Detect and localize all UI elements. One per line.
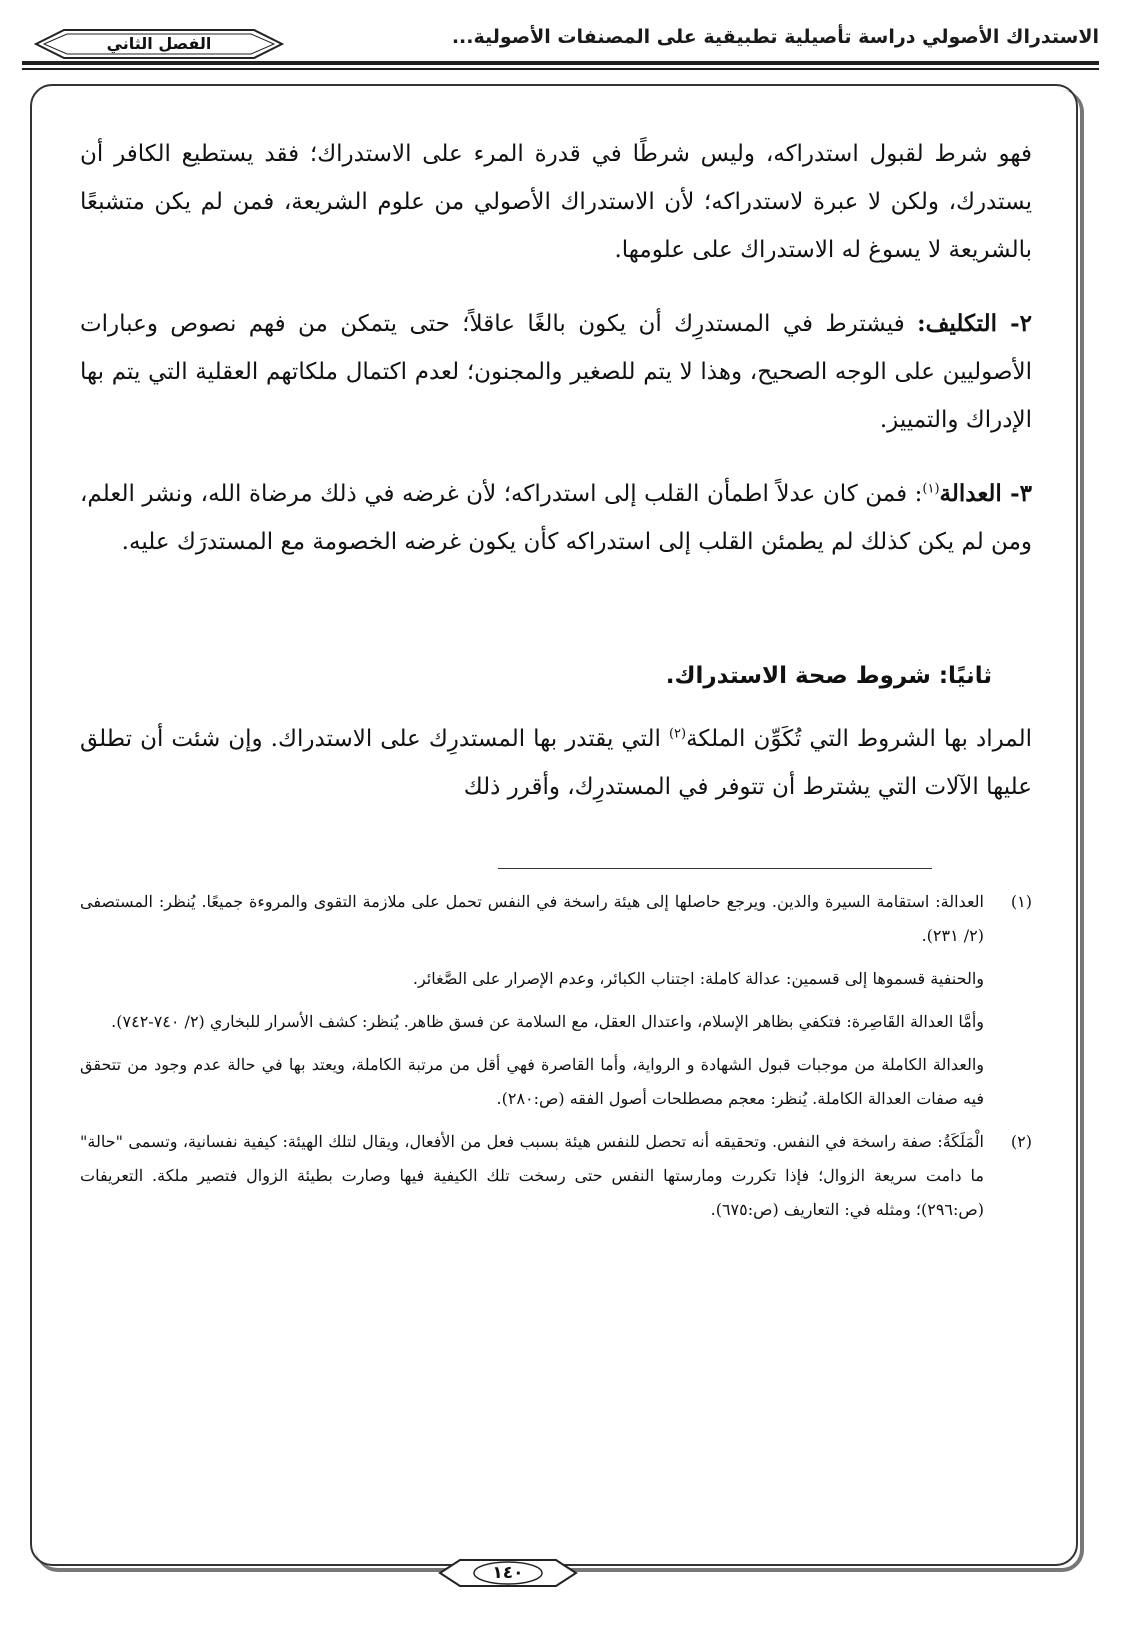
- header-rule-thin: [22, 68, 1099, 70]
- footnote-1-para-4: والعدالة الكاملة من موجبات قبول الشهادة و الرواية، وأما القاصرة فهي أقل من مرتبة الكاملة، ويعتد بها في حالة عدم وجود من تتحقق فيه صفات العدالة الكاملة. يُنظر: معجم مصطلحات أصول الفقه (ص:٢٨٠).: [80, 1055, 984, 1108]
- adala-text: : فمن كان عدلاً اطمأن القلب إلى استدراكه؛ لأن غرضه في ذلك مرضاة الله، ونشر العلم، ومن لم يكن كذلك لم يطمئن القلب إلى استدراكه كأن يكون غرضه الخصومة مع المستدرَك عليه.: [80, 481, 1032, 555]
- footnote-2-text: الْمَلَكَةُ: صفة راسخة في النفس. وتحقيقه أنه تحصل للنفس هيئة بسبب فعل من الأفعال، ويقال لتلك الهيئة: كيفية نفسانية، وتسمى "حالة" ما دامت سريعة الزوال؛ فإذا تكررت ومارستها النفس حتى رسخت تلك الكيفية فيها وصارت بطيئة الزوال فتصير ملكة. التعريفات (ص:٢٩٦)؛ ومثله في: التعاريف (ص:٦٧٥).: [80, 1132, 984, 1219]
- paragraph-1-text: فهو شرط لقبول استدراكه، وليس شرطًا في قدرة المرء على الاستدراك؛ فقد يستطيع الكافر أن يستدرك، ولكن لا عبرة لاستدراكه؛ لأن الاستدراك الأصولي من علوم الشريعة، فمن لم يكن متشبعًا بالشريعة لا يسوغ له الاستدراك على علومها.: [80, 141, 1032, 263]
- paragraph-adala: [80, 470, 1032, 566]
- footnote-1-number: (١): [1010, 892, 1032, 911]
- footnote-separator: [498, 868, 932, 869]
- footnote-1: [80, 885, 1032, 953]
- page-number: ١٤٠: [492, 1563, 524, 1583]
- paragraph-taklif: [80, 300, 1032, 444]
- page-number-badge: [438, 1556, 578, 1590]
- footnote-2-number: (٢): [1010, 1132, 1032, 1151]
- paragraph-4: [80, 715, 1032, 811]
- chapter-label: الفصل الثاني: [106, 34, 212, 53]
- taklif-label: ٢- التكليف:: [917, 310, 1032, 337]
- footnote-1-text: العدالة: استقامة السيرة والدين. ويرجع حاصلها إلى هيئة راسخة في النفس تحمل على ملازمة التقوى والمروءة جميعًا. يُنظر: المستصفى (٢/ ٢٣١).: [80, 892, 984, 945]
- paragraph-4-before: المراد بها الشروط التي تُكَوِّن الملكة: [686, 726, 1033, 752]
- running-header-title: الاستدراك الأصولي دراسة تأصيلية تطبيقية على المصنفات الأصولية...: [451, 26, 1099, 48]
- paragraph-4-after: التي يقتدر بها المستدرِك على الاستدراك. وإن شئت أن تطلق عليها الآلات التي يشترط أن تتوفر في المستدرِك، وأقرر ذلك: [80, 726, 1032, 800]
- adala-label: ٣- العدالة: [939, 480, 1032, 507]
- footnotes: [80, 885, 1032, 1236]
- footnote-1-para-3: وأمَّا العدالة القَاصِرة: فتكفي بظاهر الإسلام، واعتدال العقل، مع السلامة عن فسق ظاهر. يُنظر: كشف الأسرار للبخاري (٢/ ٧٤٠-٧٤٢).: [111, 1012, 984, 1031]
- paragraph-1: [80, 130, 1032, 274]
- footnote-ref-1[interactable]: (١): [922, 481, 940, 497]
- footnote-ref-2[interactable]: (٢): [668, 726, 687, 742]
- footnote-2: [80, 1125, 1032, 1227]
- footnote-1-para-2: والحنفية قسموها إلى قسمين: عدالة كاملة: اجتناب الكبائر، وعدم الإصرار على الصَّغائر.: [412, 969, 984, 988]
- chapter-tab: [34, 28, 284, 60]
- taklif-text: فيشترط في المستدرِك أن يكون بالغًا عاقلاً؛ حتى يتمكن من فهم نصوص وعبارات الأصوليين على الوجه الصحيح، وهذا لا يتم للصغير والمجنون؛ لعدم اكتمال ملكاتهم العقلية التي يتم بها الإدراك والتمييز.: [80, 311, 1032, 433]
- header-rule: [22, 61, 1099, 65]
- section-heading: ثانيًا: شروط صحة الاستدراك.: [665, 663, 992, 689]
